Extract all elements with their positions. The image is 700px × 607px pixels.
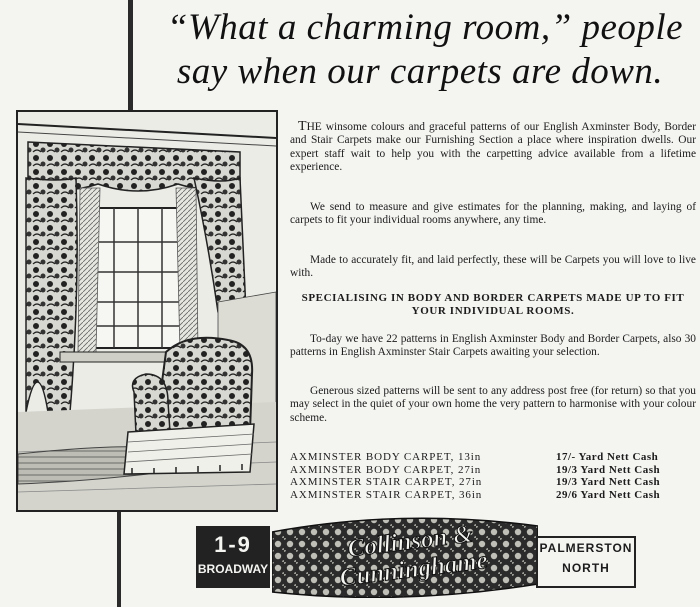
paragraph-patterns: To-day we have 22 patterns in English Axminster Body and Border Carpets, also 30 patterns in English Axminster Stair Carpets awaiting your selection. (290, 333, 696, 359)
room-illustration-drawing (18, 112, 276, 510)
paragraph-measure: We send to measure and give estimates for the planning, making, and laying of carpets to fit your individual rooms anywhere, any time. (290, 201, 696, 227)
subheading: SPECIALISING IN BODY AND BORDER CARPETS MADE UP TO FIT YOUR INDIVIDUAL ROOMS. (301, 292, 685, 317)
headline-line-2: say when our carpets are down. (176, 51, 664, 92)
price-row (290, 489, 696, 502)
price-row (290, 464, 696, 477)
address-badge (196, 526, 270, 588)
drop-cap: T (298, 119, 307, 134)
paragraph-intro (290, 120, 696, 175)
store-logo-banner (196, 514, 634, 598)
price-item: AXMINSTER BODY CARPET, 13in (290, 451, 482, 463)
price-value: 19/3 Yard Nett Cash (556, 476, 661, 489)
column-rule-lower (117, 512, 121, 607)
price-row (290, 451, 696, 464)
ad-headline (140, 6, 700, 94)
price-item: AXMINSTER STAIR CARPET, 27in (290, 476, 483, 489)
paragraph-samples: Generous sized patterns will be sent to any address post free (for return) so that you may select in the quiet of your own home the very pattern to harmonise with your colour scheme. (290, 385, 696, 424)
headline-line-1: “What a charming room,” people (166, 7, 684, 48)
price-value: 19/3 Yard Nett Cash (556, 463, 661, 476)
city-line-1: PALMERSTON (539, 541, 633, 555)
city-line-2: NORTH (562, 561, 610, 575)
city-badge (536, 536, 636, 588)
price-list (290, 451, 696, 501)
column-rule (128, 0, 133, 118)
price-value: 29/6 Yard Nett Cash (556, 488, 661, 501)
address-number: 1-9 (214, 532, 252, 557)
paragraph-intro-text: HE winsome colours and graceful patterns of our English Axminster Body, Border and Stair Carpets make our Furnishing Section a place where inspiration dwells. Our expert staff wait to help you with the carpetting advice available from a lifetime experience. (290, 121, 696, 174)
store-name-logo (272, 514, 538, 598)
price-item: AXMINSTER STAIR CARPET, 36in (290, 488, 483, 501)
price-item: AXMINSTER BODY CARPET, 27in (290, 463, 482, 476)
paragraph-fit: Made to accurately fit, and laid perfectly, these will be Carpets you will love to live with. (290, 254, 696, 280)
price-value: 17/- Yard Nett Cash (556, 451, 659, 463)
room-illustration (16, 110, 278, 512)
store-name: Collinson & Cunninghame (338, 520, 490, 592)
address-street: BROADWAY (197, 562, 269, 576)
price-row (290, 476, 696, 489)
